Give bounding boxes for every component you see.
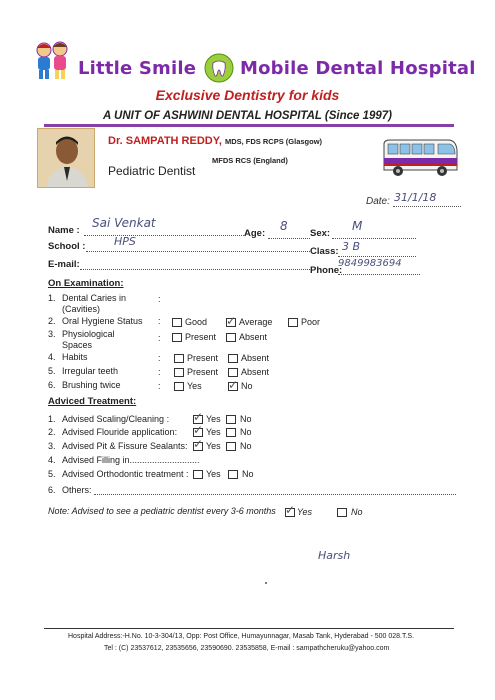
exam-3-label-2: Spaces — [62, 340, 93, 350]
ortho-no-checkbox[interactable] — [228, 470, 238, 479]
check-mark-icon: ✓ — [193, 410, 204, 424]
exam-1-number: 1. — [48, 293, 56, 303]
doctor-photo — [37, 128, 95, 188]
exam-5-colon: : — [158, 367, 161, 377]
spaces-absent-checkbox[interactable] — [226, 333, 236, 342]
sex-field[interactable]: M — [352, 219, 363, 233]
scaling-no-label: No — [240, 414, 252, 424]
hospital-address: Hospital Address:-H.No. 10-3-304/13, Opp: Post Office, Humayunnagar, Masab Tank, Hyderabad - 500 028.T.S. — [68, 633, 415, 640]
check-mark-icon: ✓ — [228, 378, 239, 392]
exam-2-number: 2. — [48, 316, 56, 326]
date-line — [393, 206, 461, 207]
exam-4-colon: : — [158, 353, 161, 363]
treat-3-number: 3. — [48, 441, 56, 451]
irregular-present-label: Present — [187, 367, 219, 377]
exam-5-number: 5. — [48, 366, 56, 376]
brushing-yes-checkbox[interactable] — [174, 382, 184, 391]
hospital-contact: Tel : (C) 23537612, 23535656, 23590690. 23535858, E-mail : sampathcheruku@yahoo.com — [104, 645, 390, 652]
date-label: Date: — [366, 196, 390, 207]
spaces-absent-label: Absent — [239, 332, 268, 342]
hospital-title-left: Little Smile — [78, 58, 197, 79]
exam-6-label: Brushing twice — [62, 380, 121, 390]
check-mark-icon: ✓ — [193, 437, 204, 451]
sealant-no-checkbox[interactable] — [226, 442, 236, 451]
unit-line: A UNIT OF ASHWINI DENTAL HOSPITAL (Since 1997) — [102, 110, 393, 122]
email-label: E-mail: — [48, 259, 80, 270]
sex-label: Sex: — [310, 228, 331, 239]
ortho-no-label: No — [242, 469, 254, 479]
doctor-qualifications-2: MFDS RCS (England) — [212, 156, 288, 165]
habits-absent-label: Absent — [241, 353, 270, 363]
footer-divider — [44, 628, 454, 629]
treatment-heading: Adviced Treatment: — [48, 396, 137, 407]
treat-2-label: Advised Flouride application: — [62, 427, 178, 437]
irregular-absent-label: Absent — [241, 367, 270, 377]
treat-1-number: 1. — [48, 414, 56, 424]
exam-1-colon: : — [158, 294, 161, 304]
exam-2-colon: : — [158, 316, 161, 326]
oral-hygiene-average-label: Average — [239, 317, 273, 327]
exam-4-number: 4. — [48, 352, 56, 362]
class-field[interactable]: 3 B — [342, 240, 361, 253]
scaling-no-checkbox[interactable] — [226, 415, 236, 424]
exam-6-number: 6. — [48, 380, 56, 390]
sealant-no-label: No — [240, 441, 252, 451]
doctor-name — [108, 135, 322, 147]
treat-5-number: 5. — [48, 469, 56, 479]
ortho-yes-checkbox[interactable] — [193, 470, 203, 479]
tooth-logo-icon — [203, 52, 235, 84]
exam-6-colon: : — [158, 381, 161, 391]
doctor-qualifications-1: MDS, FDS RCPS (Glasgow) — [224, 137, 323, 146]
name-line — [84, 235, 244, 236]
class-line — [338, 256, 416, 257]
treat-6-number: 6. — [48, 485, 56, 495]
treat-1-label: Advised Scaling/Cleaning : — [62, 414, 170, 424]
age-label: Age: — [244, 228, 266, 239]
check-mark-icon: ✓ — [193, 423, 204, 437]
email-line — [80, 269, 310, 270]
phone-label: Phone: — [310, 265, 343, 276]
check-mark-icon: ✓ — [285, 503, 296, 517]
treat-4-label: Advised Filling in............................ — [62, 455, 200, 465]
hospital-title-right: Mobile Dental Hospital — [240, 58, 476, 79]
treat-5-label: Advised Orthodontic treatment : — [62, 469, 189, 479]
note-no-label: No — [351, 507, 363, 517]
doctor-role: Pediatric Dentist — [108, 164, 196, 178]
irregular-present-checkbox[interactable] — [174, 368, 184, 377]
exam-1-label-2: (Cavities) — [62, 304, 101, 314]
ink-dot — [265, 582, 267, 584]
examination-heading: On Examination: — [48, 278, 124, 289]
others-line — [94, 494, 456, 495]
treat-2-number: 2. — [48, 427, 56, 437]
exam-1-label: Dental Caries in — [62, 293, 127, 303]
phone-field[interactable]: 9849983694 — [338, 258, 402, 269]
exam-2-label: Oral Hygiene Status — [62, 316, 143, 326]
oral-hygiene-poor-label: Poor — [301, 317, 321, 327]
hospital-subtitle: Exclusive Dentistry for kids — [155, 87, 340, 103]
spaces-present-checkbox[interactable] — [172, 333, 182, 342]
exam-3-label: Physiological — [62, 329, 115, 339]
exam-4-label: Habits — [62, 352, 88, 362]
exam-3-number: 3. — [48, 329, 56, 339]
school-label: School : — [48, 241, 86, 252]
school-line — [86, 251, 310, 252]
phone-line — [338, 274, 420, 275]
oral-hygiene-good-label: Good — [185, 317, 208, 327]
doctor-signature: Harsh — [318, 549, 351, 562]
oral-hygiene-good-checkbox[interactable] — [172, 318, 182, 327]
fluoride-no-checkbox[interactable] — [226, 428, 236, 437]
habits-present-checkbox[interactable] — [174, 354, 184, 363]
note-no-checkbox[interactable] — [337, 508, 347, 517]
oral-hygiene-poor-checkbox[interactable] — [288, 318, 298, 327]
scaling-yes-label: Yes — [206, 414, 221, 424]
treat-4-number: 4. — [48, 455, 56, 465]
exam-3-colon: : — [158, 333, 161, 343]
name-label: Name : — [48, 225, 80, 236]
check-mark-icon: ✓ — [226, 314, 237, 328]
school-field[interactable]: HPS — [114, 235, 136, 248]
mobile-bus-icon — [378, 136, 460, 180]
spaces-present-label: Present — [185, 332, 217, 342]
fluoride-yes-label: Yes — [206, 427, 221, 437]
habits-absent-checkbox[interactable] — [228, 354, 238, 363]
treat-3-label: Advised Pit & Fissure Sealants: — [62, 441, 188, 451]
brushing-no-label: No — [241, 381, 253, 391]
name-field[interactable]: Sai Venkat — [92, 216, 156, 230]
doctor-name-text: Dr. SAMPATH REDDY, — [108, 135, 222, 147]
age-field[interactable]: 8 — [280, 219, 288, 233]
sex-line — [332, 238, 416, 239]
note-yes-label: Yes — [297, 507, 313, 517]
class-label: Class: — [310, 246, 339, 257]
sealant-yes-label: Yes — [206, 441, 221, 451]
fluoride-no-label: No — [240, 427, 252, 437]
habits-present-label: Present — [187, 353, 219, 363]
date-value[interactable]: 31/1/18 — [394, 191, 437, 204]
ortho-yes-label: Yes — [206, 469, 221, 479]
age-line — [268, 238, 310, 239]
irregular-absent-checkbox[interactable] — [228, 368, 238, 377]
kids-logo-icon — [30, 38, 74, 82]
brushing-yes-label: Yes — [187, 381, 202, 391]
exam-5-label: Irregular teeth — [62, 366, 119, 376]
note-text: Note: Advised to see a pediatric dentist every 3-6 months — [48, 506, 276, 516]
treat-6-label: Others: — [62, 485, 92, 495]
header-divider — [44, 124, 454, 127]
